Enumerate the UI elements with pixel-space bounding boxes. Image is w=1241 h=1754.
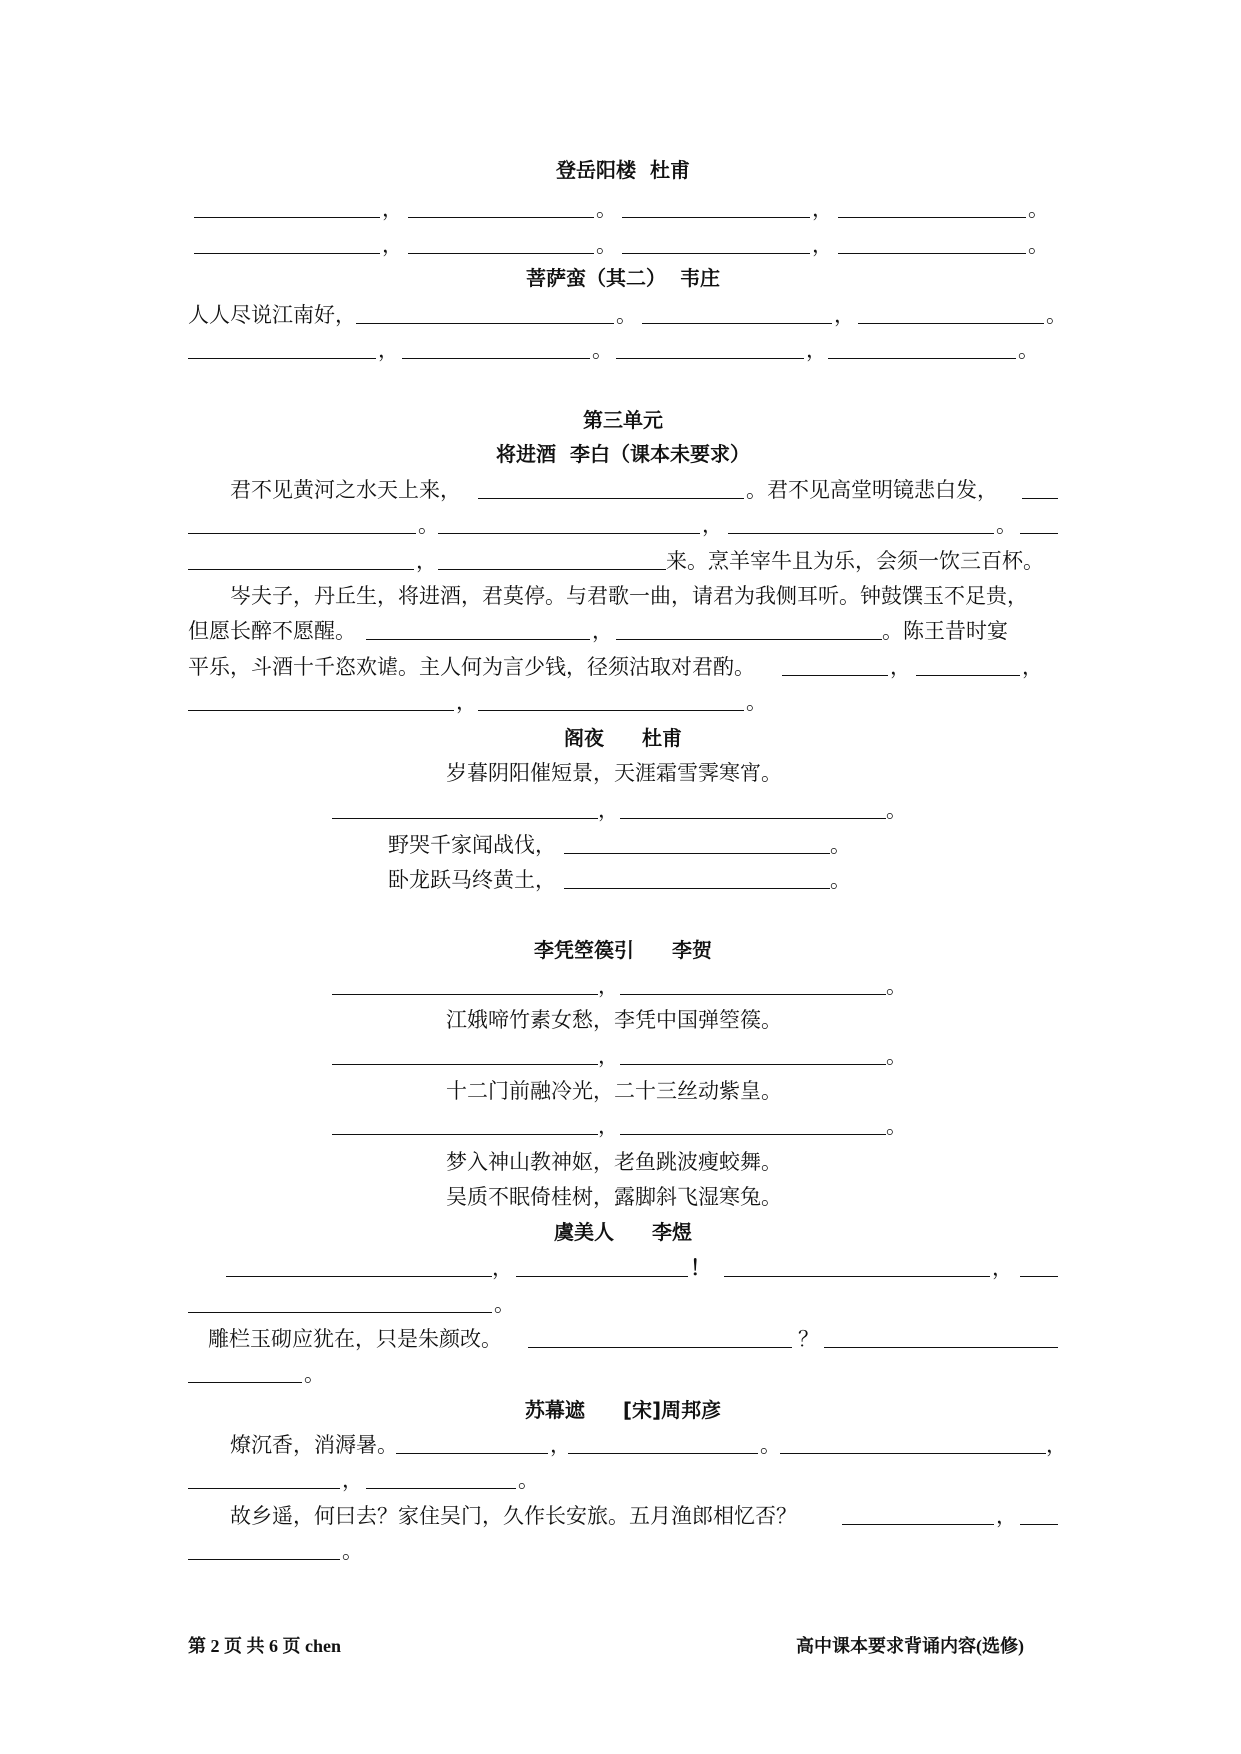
punct: 。 [304, 1362, 325, 1386]
blank[interactable] [728, 533, 994, 534]
blank[interactable] [842, 1524, 994, 1525]
punct: 。 [996, 513, 1017, 537]
blank[interactable] [564, 888, 830, 889]
blank[interactable] [1020, 1524, 1058, 1525]
page-number: 第 2 页 共 6 页 chen [188, 1636, 341, 1656]
blank[interactable] [916, 675, 1020, 676]
verse-line [188, 757, 1058, 789]
punct: 。 [830, 833, 851, 857]
punct: ， [382, 233, 403, 257]
poem-title-jiangjinjiu [188, 438, 1058, 470]
verse-line [188, 970, 1058, 1002]
verse-line [188, 1288, 1058, 1320]
verse-line [188, 1500, 1058, 1532]
verse-line [188, 829, 1058, 861]
blank[interactable] [616, 639, 882, 640]
blank[interactable] [1022, 498, 1058, 499]
punct: ， [416, 549, 437, 573]
punct: ， [890, 655, 911, 679]
blank[interactable] [838, 217, 1026, 218]
verse-text: 燎沉香，消溽暑。 [230, 1433, 398, 1457]
verse-line [188, 1429, 1067, 1461]
blank[interactable] [1020, 1276, 1058, 1277]
blank[interactable] [332, 994, 598, 995]
punct: 。 [596, 197, 617, 221]
verse-text: 岑夫子，丹丘生，将进酒，君莫停。与君歌一曲，请君为我侧耳听。钟鼓馔玉不足贵， [230, 584, 1028, 608]
blank[interactable] [782, 675, 888, 676]
verse-text: 来。烹羊宰牛且为乐，会须一饮三百杯。 [666, 549, 1044, 573]
blank[interactable] [438, 533, 700, 534]
poem-author: 李白（课本未要求） [570, 442, 750, 466]
punct: 。 [886, 1044, 907, 1068]
verse-line [188, 580, 1058, 612]
poem-title: 李凭箜篌引 [534, 938, 634, 962]
poem-title: 虞美人 [554, 1220, 614, 1244]
blank[interactable] [188, 1312, 492, 1313]
blank[interactable] [332, 818, 598, 819]
verse-line [188, 299, 1067, 331]
verse-line [188, 1323, 1058, 1355]
blank[interactable] [622, 253, 810, 254]
poem-author: 李贺 [672, 938, 712, 962]
blank[interactable] [356, 323, 614, 324]
punct: ， [1046, 1433, 1067, 1457]
blank[interactable] [620, 1134, 886, 1135]
blank[interactable] [838, 253, 1026, 254]
punct: 。 [886, 1114, 907, 1138]
blank[interactable] [564, 853, 830, 854]
blank[interactable] [616, 358, 804, 359]
blank[interactable] [226, 1276, 492, 1277]
punct: 。 [596, 233, 617, 257]
verse-line [188, 864, 1058, 896]
document-title: 高中课本要求背诵内容(选修) [796, 1636, 1024, 1656]
punct: ， [598, 798, 619, 822]
poem-author: 杜甫 [642, 726, 682, 750]
punct: 。 [518, 1468, 539, 1492]
blank[interactable] [858, 323, 1044, 324]
poem-author: [宋]周邦彦 [622, 1398, 722, 1422]
blank[interactable] [402, 358, 590, 359]
punct: ， [598, 974, 619, 998]
blank[interactable] [408, 253, 594, 254]
blank[interactable] [366, 639, 590, 640]
punct: ， [702, 513, 723, 537]
punct: ， [598, 1114, 619, 1138]
blank[interactable] [620, 1064, 886, 1065]
verse-text: 君不见黄河之水天上来， [230, 478, 461, 502]
punct: ， [812, 233, 833, 257]
poem-title: 阁夜 [564, 726, 604, 750]
blank[interactable] [188, 358, 376, 359]
punct: ， [996, 1504, 1017, 1528]
punct: ， [598, 1044, 619, 1068]
blank[interactable] [188, 1382, 302, 1383]
verse-line [188, 1110, 1058, 1142]
poem-author: 韦庄 [680, 266, 720, 290]
blank[interactable] [194, 217, 380, 218]
verse-line [188, 1181, 1058, 1213]
punct: 。 [760, 1433, 781, 1457]
blank[interactable] [620, 994, 886, 995]
verse-line [188, 615, 1058, 647]
poem-author: 杜甫 [650, 158, 690, 182]
punct: 。 [616, 303, 637, 327]
verse-line [188, 651, 1058, 683]
blank[interactable] [828, 358, 1016, 359]
poem-title-yumeiren [188, 1216, 1058, 1248]
punct: ， [592, 619, 613, 643]
verse-text: 但愿长醉不愿醒。 [188, 619, 356, 643]
verse-text: 岁暮阴阳催短景，天涯霜雪霁寒宵。 [446, 761, 782, 785]
blank[interactable] [528, 1347, 792, 1348]
verse-text: 人人尽说江南好， [188, 303, 356, 327]
blank[interactable] [188, 569, 414, 570]
verse-line [188, 794, 1058, 826]
verse-line [188, 1535, 1058, 1567]
verse-line [188, 474, 1058, 506]
blank[interactable] [194, 253, 380, 254]
blank[interactable] [622, 217, 810, 218]
blank[interactable] [366, 1488, 516, 1489]
verse-line [188, 686, 1058, 718]
verse-line [188, 229, 1058, 261]
blank[interactable] [478, 498, 744, 499]
poem-title: 登岳阳楼 [556, 158, 636, 182]
punct: ， [382, 197, 403, 221]
punct: 。 [886, 798, 907, 822]
blank[interactable] [408, 217, 594, 218]
blank[interactable] [642, 323, 832, 324]
punct: ！ [690, 1255, 711, 1280]
punct: 。 [1018, 338, 1039, 362]
verse-text: 吴质不眠倚桂树，露脚斜飞湿寒兔。 [446, 1185, 782, 1209]
punct: ， [992, 1256, 1013, 1280]
punct: ， [378, 338, 399, 362]
verse-text: 梦入神山教神妪，老鱼跳波瘦蛟舞。 [446, 1150, 782, 1174]
verse-line [188, 1075, 1058, 1107]
verse-line [188, 1252, 1058, 1284]
punct: 。 [830, 868, 851, 892]
blank[interactable] [188, 1488, 340, 1489]
punct: ， [806, 338, 827, 362]
blank[interactable] [332, 1064, 598, 1065]
blank[interactable] [724, 1276, 990, 1277]
punct: 。 [1028, 197, 1049, 221]
verse-text: 故乡遥，何曰去？家住吴门，久作长安旅。五月渔郎相忆否？ [230, 1504, 797, 1528]
blank[interactable] [620, 818, 886, 819]
blank[interactable] [188, 710, 454, 711]
poem-title-dengyueyanglou [188, 154, 1058, 186]
verse-line [188, 1358, 1058, 1390]
verse-line [188, 1146, 1058, 1178]
blank[interactable] [396, 1453, 548, 1454]
poem-title-pusaman [188, 262, 1058, 294]
punct: 。 [886, 974, 907, 998]
blank[interactable] [478, 710, 744, 711]
blank[interactable] [188, 1559, 340, 1560]
punct: ？ [798, 1327, 819, 1351]
verse-line [188, 1004, 1058, 1036]
punct: 。 [746, 690, 767, 714]
punct: ， [812, 197, 833, 221]
poem-title-geye [188, 722, 1058, 754]
verse-text: 野哭千家闻战伐， [388, 833, 556, 857]
verse-line [188, 334, 1058, 366]
punct: 。 [592, 338, 613, 362]
punct: 。 [1028, 233, 1049, 257]
verse-text: 卧龙跃马终黄土， [388, 868, 556, 892]
punct: 。 [418, 513, 439, 537]
blank[interactable] [438, 569, 666, 570]
verse-text: 。君不见高堂明镜悲白发， [746, 478, 998, 502]
punct: ， [1022, 655, 1043, 679]
poem-author: 李煜 [652, 1220, 692, 1244]
verse-line [188, 193, 1058, 225]
punct: ， [834, 303, 855, 327]
blank[interactable] [824, 1347, 1058, 1348]
verse-text: 平乐，斗酒十千恣欢谑。主人何为言少钱，径须沽取对君酌。 [188, 655, 755, 679]
poem-title-sumuzhe [188, 1394, 1058, 1426]
blank[interactable] [188, 533, 416, 534]
blank[interactable] [1020, 533, 1058, 534]
punct: 。 [1046, 303, 1067, 327]
verse-line [188, 1464, 1058, 1496]
poem-title: 将进酒 [496, 442, 556, 466]
poem-title-konghouyin [188, 934, 1058, 966]
blank[interactable] [516, 1276, 688, 1277]
blank[interactable] [332, 1134, 598, 1135]
blank[interactable] [780, 1453, 1046, 1454]
punct: ， [550, 1433, 571, 1457]
verse-text: 雕栏玉砌应犹在，只是朱颜改。 [208, 1327, 502, 1351]
verse-line [188, 509, 1058, 541]
punct: ， [342, 1468, 363, 1492]
poem-title: 苏幕遮 [524, 1398, 585, 1422]
verse-text: 江娥啼竹素女愁，李凭中国弹箜篌。 [446, 1008, 782, 1032]
verse-line [188, 545, 1058, 577]
verse-line [188, 1040, 1058, 1072]
punct: ， [492, 1256, 513, 1280]
poem-title: 菩萨蛮（其二） [526, 266, 666, 290]
verse-text: 十二门前融冷光，二十三丝动紫皇。 [446, 1079, 782, 1103]
blank[interactable] [568, 1453, 758, 1454]
punct: ， [456, 690, 477, 714]
punct: 。 [342, 1539, 363, 1563]
unit-heading: 第三单元 [583, 408, 663, 432]
verse-text: 。陈王昔时宴 [882, 619, 1008, 643]
punct: 。 [494, 1292, 515, 1316]
